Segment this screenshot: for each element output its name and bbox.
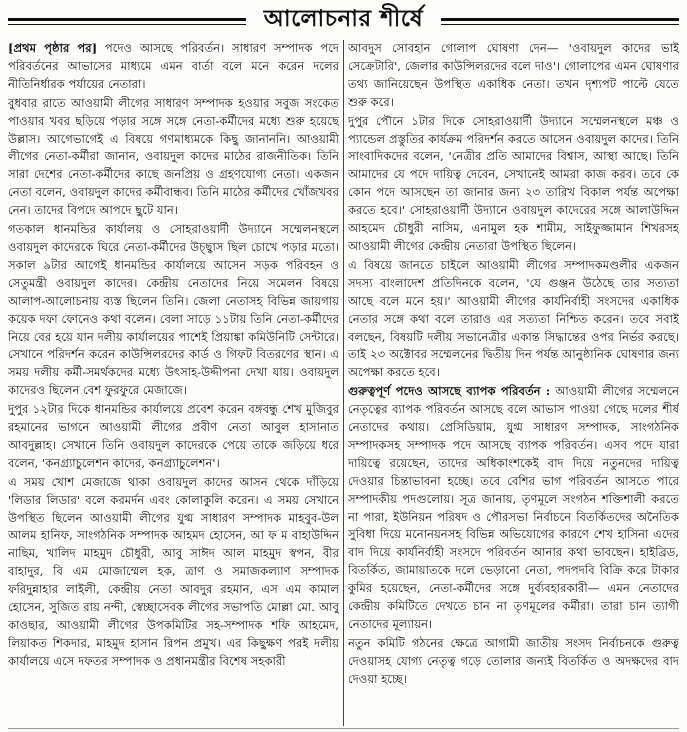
article-paragraph: নতুন কমিটি গঠনের ক্ষেত্রে আগামী জাতীয় সংসদ নির্বাচনকে গুরুত্ব দেওয়াসহ যোগ্য নেতৃত্ব গড়ে তোলার জন্যই বিতর্কিত ও অদক্ষদের বাদ দেওয়া হচ্ছে। <box>348 635 679 686</box>
column-divider <box>343 40 344 726</box>
section-masthead <box>0 0 687 38</box>
continued-from-front-page: [প্রথম পৃষ্ঠার পর] <box>8 41 98 55</box>
article-column-left <box>8 40 339 726</box>
paragraph-text: আওয়ামী লীগের সম্মেলনে নেতৃত্বের ব্যাপক পরিবর্তন আসছে বলে আভাস পাওয়া গেছে দলের শীর্ষ নেতাদের কথায়। প্রেসিডিয়াম, যুগ্ম সাধারণ সম্পাদক, সাংগঠনিক সম্পাদকসহ সম্পাদক পদে আসছে ব্যাপক পরিবর্তন। এসব পদে যারা দায়িত্বে রয়েছেন, তাদের অধিকাংশকেই বাদ দিয়ে নতুনদের দায়িত্ব দেওয়ার চিন্তাভাবনা হচ্ছে। তবে বেশির ভাগ পরিবর্তন আসতে পারে সম্পাদকীয় পদগুলোয়। সূত্র জানায়, তৃণমূলে সংগঠন শক্তিশালী করতে না পারা, ইউনিয়ন পরিষদ ও পৌরসভা নির্বাচনে বিতর্কিতদের অনৈতিক সুবিধা দিয়ে মনোনয়নসহ বিভিন্ন অভিযোগের কারণে শেখ হাসিনা এদের বাদ দিয়ে কার্যনির্বাহী সংসদে পরিবর্তন আনার কথা ভাবছেন। হাইব্রিড, বিতর্কিত, জামায়াতকে দলে ভেড়ানো নেতা, পদপদবি বিক্রি করে টাকার কুমির হয়েছেন, নেতা-কর্মীদের সঙ্গে দুর্ব্যবহারকারী— এমন নেতাদের কেন্দ্রীয় কমিটিতে দেখতে চান না তৃণমূলের কর্মীরা। তারা চান ত্যাগী নেতাদের মূল্যায়ন। <box>348 384 679 631</box>
subheading: গুরুত্বপূর্ণ পদেও আসছে ব্যাপক পরিবর্তন : <box>348 384 551 399</box>
article-paragraph: বুধবার রাতে আওয়ামী লীগের সাধারণ সম্পাদক হওয়ার সবুজ সংকেত পাওয়ার খবর ছড়িয়ে পড়ার সঙ্গে সঙ্গে নেতা-কর্মীদের মধ্যে শুরু হয়েছে উল্লাস। আগেভাগেই এ বিষয়ে গণমাধ্যমকে কিছু জানাননি। আওয়ামী লীগের নেতা-কর্মীরা জানান, ওবায়দুল কাদের মাঠের রাজনীতিক। তিনি সারা দেশের নেতা-কর্মীদের কাছে জনপ্রিয় ও গ্রহণযোগ্য নেতা। একজন নেতা বলেন, ওবায়দুল কাদের কর্মীবান্ধব। তিনি মাঠের কর্মীদের খোঁজখবর নেন। তাদের বিপদে আপদে ছুটে যান। <box>8 95 339 218</box>
article-columns <box>8 40 679 726</box>
article-paragraph <box>348 383 679 634</box>
article-column-right <box>348 40 679 726</box>
masthead-rule-right <box>441 18 679 21</box>
article-paragraph: এ বিষয়ে জানতে চাইলে আওয়ামী লীগের সম্পাদকমণ্ডলীর একজন সদস্য বাংলাদেশ প্রতিদিনকে বলেন, 'যে গুঞ্জন উঠেছে তার সত্যতা আছে বলে মনে হয়।' আওয়ামী লীগের কার্যনির্বাহী সংসদের একাধিক নেতার সঙ্গে কথা বলে তারাও এর সত্যতা নিশ্চিত করেন। তবে সবাই বলছেন, বিষয়টি দলীয় সভানেত্রীর একান্ত সিদ্ধান্তের ওপর নির্ভর করছে। তাই ২৩ অক্টোবর সম্মেলনের দ্বিতীয় দিন পর্যন্ত আনুষ্ঠানিক ঘোষণার জন্য অপেক্ষা করতে হবে। <box>348 257 679 380</box>
article-paragraph <box>8 40 339 94</box>
paragraph-text: পদেও আসছে পরিবর্তন। সাধারণ সম্পাদক পদে পরিবর্তনের আভাসের মাধ্যমে এমন বার্তা বলে মনে করেন দলের নীতিনির্ধারক পর্যায়ের নেতারা। <box>8 41 339 91</box>
article-paragraph: এ সময় খোশ মেজাজে থাকা ওবায়দুল কাদের আসন থেকে দাঁড়িয়ে 'লিডার লিডার' বলে করমর্দন এবং কোলাকুলি করেন। এ সময় সেখানে উপস্থিত ছিলেন আওয়ামী লীগের যুগ্ম সাধারণ সম্পাদক মাহবুব-উল আলম হানিফ, সাংগঠনিক সম্পাদক আহমদ হোসেন, আ ফ ম বাহাউদ্দিন নাছিম, খালিদ মাহমুদ চৌধুরী, আবু সাঈদ আল মাহমুদ স্বপন, বীর বাহাদুর, বি এম মোজাম্মেল হক, ত্রাণ ও সমাজকল্যাণ সম্পাদক ফরিদুন্নাহার লাইলী, কেন্দ্রীয় নেতা আবদুর রহমান, এস এম কামাল হোসেন, সুজিত রায় নন্দী, স্বেচ্ছাসেবক লীগের সভাপতি মোল্লা মো. আবু কাওছার, আওয়ামী লীগের উপকমিটির সহ-সম্পাদক শফি আহমেদ, লিয়াকত শিকদার, মাহমুদ হাসান রিপন প্রমুখ। এর কিছুক্ষণ পরই দলীয় কার্যালয়ে এসে দফতর সম্পাদক ও প্রধানমন্ত্রীর বিশেষ সহকারী <box>8 474 339 668</box>
section-title: আলোচনার শীর্ষে <box>263 5 424 32</box>
article-paragraph: আবদুস সোবহান গোলাপ ঘোষণা দেন— 'ওবায়দুল কাদের ভাই সেক্রেটারি', জেলার কাউন্সিলরদের বলে দাও'। গোলাপের এমন ঘোষণার তথ্য জানিয়েছেন উপস্থিত একাধিক নেতা। তখন দৃশ্যপট পাল্টে যেতে শুরু করে। <box>348 41 679 109</box>
masthead-rule-left <box>8 18 246 21</box>
article-paragraph: গতকাল ধানমন্ডির কার্যালয় ও সোহরাওয়ার্দী উদ্যানে সম্মেলনস্থলে ওবায়দুল কাদেরকে ঘিরে নেতা-কর্মীদের উচ্ছ্বাস ছিল চোখে পড়ার মতো। সকাল ৯টার আগেই ধানমন্ডির কার্যালয়ে আসেন সড়ক পরিবহন ও সেতুমন্ত্রী ওবায়দুল কাদের। কেন্দ্রীয় নেতাদের নিয়ে সমেলন বিষয়ে আলাপ-আলোচনায় ব্যস্ত ছিলেন তিনি। জেলা নেতাসহ বিভিন্ন জায়গায় কয়েক দফা ফোনেও কথা বলেন। বেলা সাড়ে ১১টায় তিনি নেতা-কর্মীদের নিয়ে বের হয়ে যান দলীয় কার্যালয়ের পাশেই প্রিয়াঙ্কা কমিউনিটি সেন্টারে। সেখানে পরিদর্শন করেন কাউন্সিলরদের কার্ড ও গিফট বিতরণের স্থান। এ সময় দলীয় কর্মী-সমর্থকদের মধ্যে উৎসাহ-উদ্দীপনা দেখা যায়। ওবায়দুল কাদেরও ছিলেন বেশ ফুরফুরে মেজাজে। <box>8 222 339 398</box>
page-bottom-rule <box>8 728 679 729</box>
article-paragraph: দুপুর পৌনে ১টার দিকে সোহরাওয়ার্দী উদ্যানে সম্মেলনস্থলে মঞ্চ ও প্যান্ডেল প্রস্তুতির কার্যক্রম পরিদর্শন করতে আসেন ওবায়দুল কাদের। তিনি সাংবাদিকদের বলেন, 'নেত্রীর প্রতি আমাদের বিশ্বাস, আস্থা আছে। তিনি আমাদের যে পদে দায়িত্ব দেবেন, সেখানেই আমরা কাজ করব। তবে কে কোন পদে আসছেন তা জানার জন্য ২৩ তারিখ বিকাল পর্যন্ত অপেক্ষা করতে হবে।' সোহরাওয়ার্দী উদ্যানে ওবায়দুল কাদেরের সঙ্গে আলাউদ্দিন আহমেদ চৌধুরী নাসিম, এনামুল হক শামীম, সাইফুজ্জামান শিখরসহ আওয়ামী লীগের কেন্দ্রীয় নেতারা উপস্থিত ছিলেন। <box>348 113 679 253</box>
article-paragraph: দুপুর ১২টার দিকে ধানমন্ডির কার্যালয়ে প্রবেশ করেন বঙ্গবন্ধু শেখ মুজিবুর রহমানের ভাগনে আওয়ামী লীগের প্রবীণ নেতা আবুল হাসানাত আবদুল্লাহ। সেখানে তিনি ওবায়দুল কাদেরকে পেয়ে তাকে জড়িয়ে ধরে বলেন, 'কনগ্র্যাচুলেশন কাদের, কনগ্র্যাচুলেশন'। <box>8 402 339 470</box>
